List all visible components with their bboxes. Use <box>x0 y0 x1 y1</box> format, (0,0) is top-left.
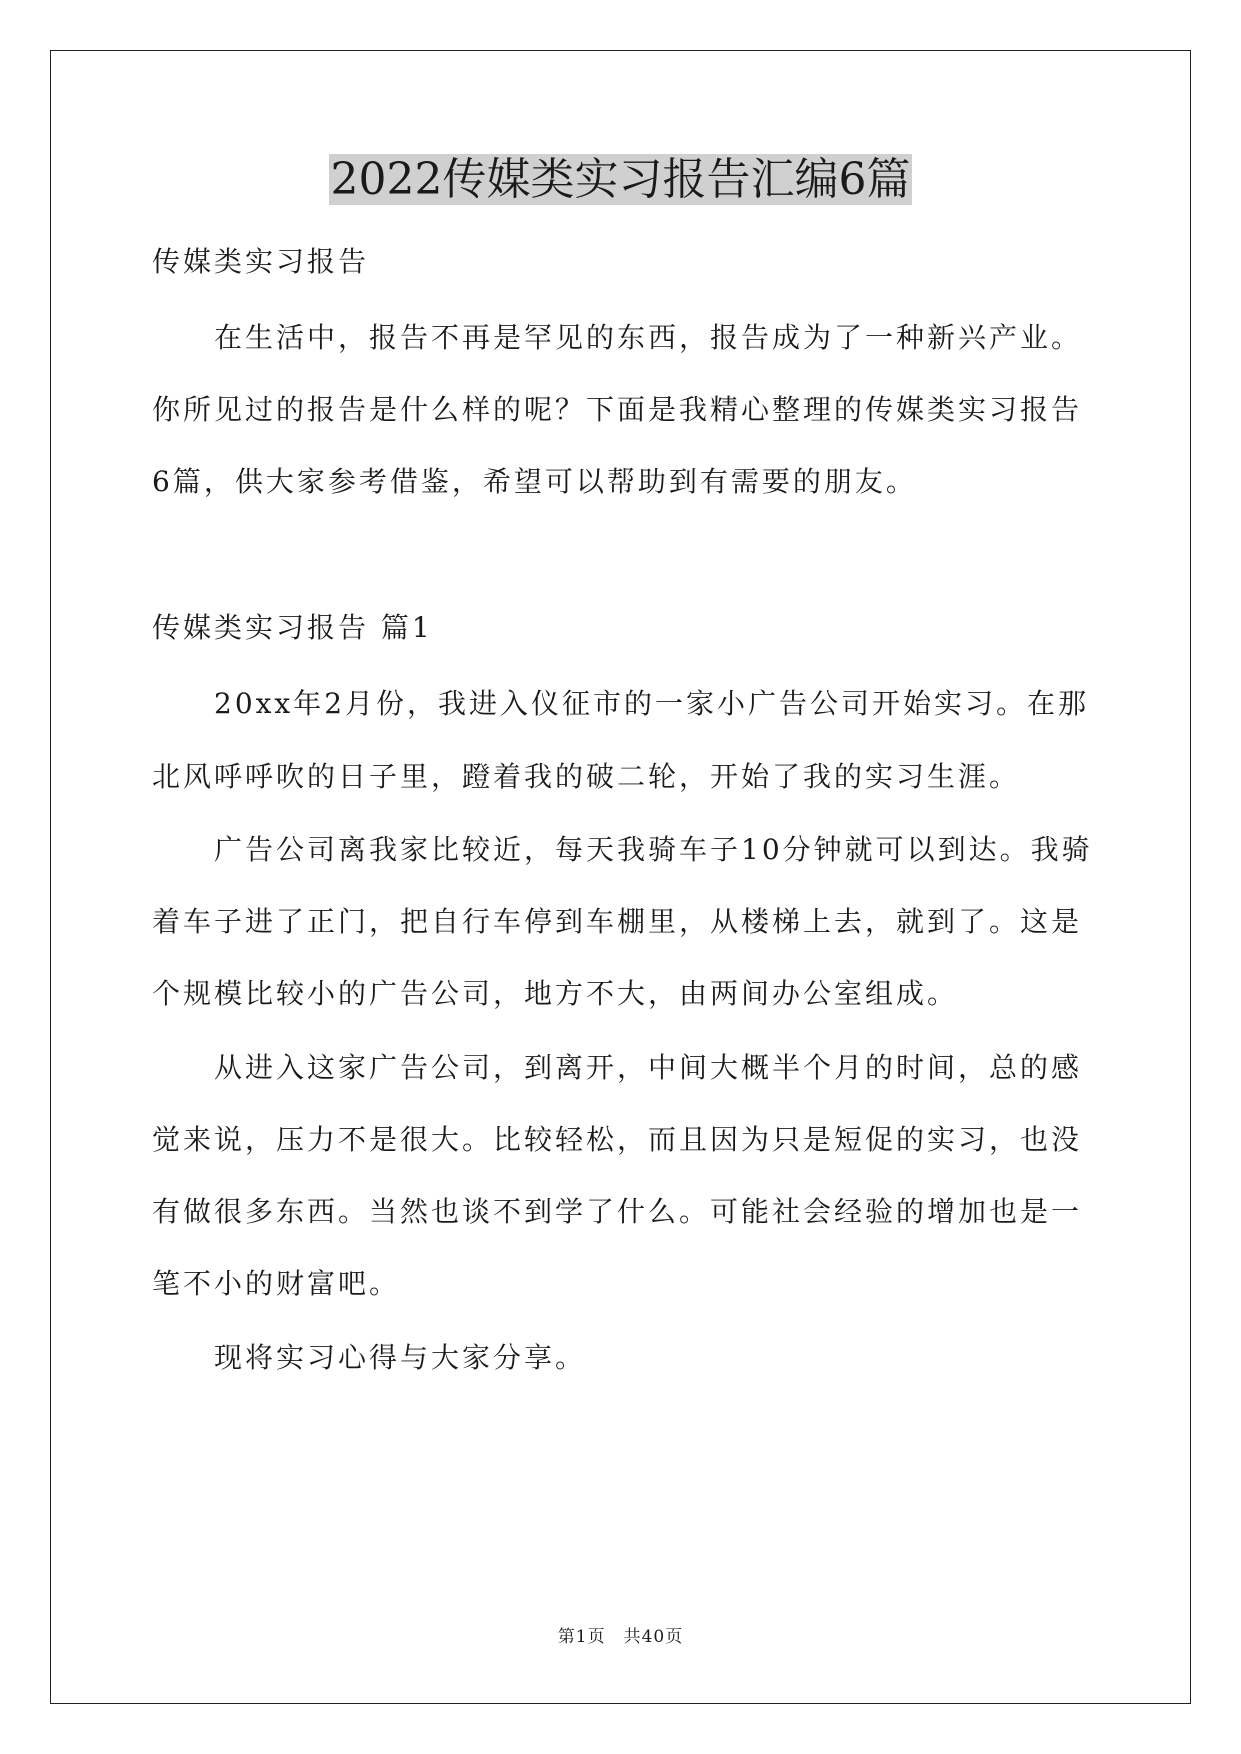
section-line-1: 20xx年2月份，我进入仪征市的一家小广告公司开始实习。在那 <box>214 687 1090 720</box>
section-line-4: 着车子进了正门，把自行车停到车棚里，从楼梯上去，就到了。这是 <box>152 905 1083 938</box>
section-line-2: 北风呼呼吹的日子里，蹬着我的破二轮，开始了我的实习生涯。 <box>152 760 1021 793</box>
section-line-7: 觉来说，压力不是很大。比较轻松，而且因为只是短促的实习，也没 <box>152 1123 1083 1156</box>
page-number-footer: 第1页 共40页 <box>557 1627 684 1647</box>
report-heading: 传媒类实习报告 <box>152 245 370 278</box>
section-line-5: 个规模比较小的广告公司，地方不大，由两间办公室组成。 <box>152 977 959 1010</box>
section-line-6: 从进入这家广告公司，到离开，中间大概半个月的时间，总的感 <box>214 1051 1083 1084</box>
document-title <box>0 150 1241 210</box>
section-heading: 传媒类实习报告 篇1 <box>152 611 433 644</box>
section-line-10: 现将实习心得与大家分享。 <box>214 1341 587 1374</box>
section-line-8: 有做很多东西。当然也谈不到学了什么。可能社会经验的增加也是一 <box>152 1195 1083 1228</box>
document-title-text: 2022传媒类实习报告汇编6篇 <box>330 154 911 205</box>
intro-line-2: 你所见过的报告是什么样的呢？下面是我精心整理的传媒类实习报告 <box>152 393 1083 426</box>
intro-line-3: 6篇，供大家参考借鉴，希望可以帮助到有需要的朋友。 <box>152 465 917 498</box>
section-line-9: 笔不小的财富吧。 <box>152 1267 401 1300</box>
page-frame <box>50 50 1191 1704</box>
section-line-3: 广告公司离我家比较近，每天我骑车子10分钟就可以到达。我骑 <box>214 833 1093 866</box>
intro-line-1: 在生活中，报告不再是罕见的东西，报告成为了一种新兴产业。 <box>214 321 1083 354</box>
